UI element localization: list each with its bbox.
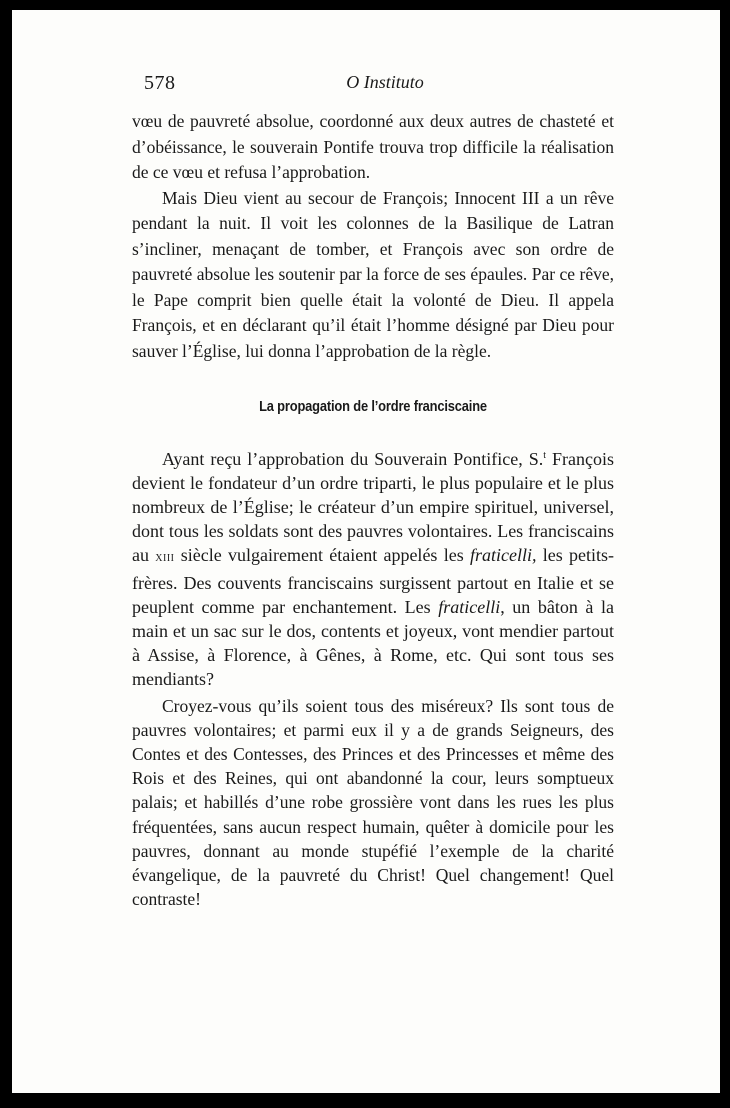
p3-italic-fraticelli-2: fraticelli — [438, 596, 501, 617]
p3-italic-fraticelli-1: fraticelli, — [469, 545, 537, 566]
p3-century: xiii — [155, 550, 175, 566]
body-text — [132, 109, 614, 911]
p3-text-b: François devient le fondateur d’un ordre triparti, le plus populaire et le plus nombreux de l’Église; le créateur d’un empire spirituel, universel, dont tous les soldats sont des pauvres volontaires. Les franciscains au — [132, 448, 614, 566]
p3-text-a: Ayant reçu l’approbation du Souverain Pontifice, S. — [162, 448, 544, 469]
section-heading: La propagation de l’ordre franciscaine — [259, 398, 487, 415]
paragraph-continued: vœu de pauvreté absolue, coordonné aux deux autres de chasteté et d’obéissance, le souverain Pontife trouva trop difficile la réalisation de ce vœu et refusa l’approbation. — [132, 111, 614, 182]
p3-text-d: les petits-frères. Des couvents franciscains surgissent partout en Italie et se peuplent comme par enchantement. Les — [132, 545, 614, 617]
running-title: O Instituto — [346, 72, 424, 92]
paragraph-voluntary-poor: Croyez-vous qu’ils soient tous des miséreux? Ils sont tous de pauvres volontaires; et parmi eux il y a de grands Seigneurs, des Contes et des Contesses, des Princes et des Princesses et même des Rois et des Reines, qui ont abandonné la cour, leurs somptueux palais; et habillés d’une robe grossière vont dans les rues les plus fréquentées, sans aucun respect humain, quêter à domicile pour les pauvres, donnant au monde stupéfié l’exemple de la charité évangelique, de la pauvreté du Christ! Quel changement! Quel contraste! — [132, 695, 614, 910]
page-header — [144, 72, 626, 102]
paragraph-propagation — [132, 444, 614, 692]
page-number: 578 — [144, 72, 176, 94]
p3-text-c: siècle vulgairement étaient appelés les — [174, 545, 470, 566]
paragraph-innocent-dream: Mais Dieu vient au secour de François; Innocent III a un rêve pendant la nuit. Il voit les colonnes de la Basilique de Latran s’incliner, menaçant de tomber, et François avec son ordre de pauvreté absolue les soutenir par la force de ses épaules. Par ce rêve, le Pape comprit bien quelle était la volonté de Dieu. Il appela François, et en déclarant qu’il était l’homme désigné par Dieu pour sauver l’Église, lui donna l’approbation de la règle. — [132, 187, 614, 361]
p3-text-e: , un bâton à la main et un sac sur le dos, contents et joyeux, vont mendier partout à Assise, à Florence, à Gênes, à Rome, etc. Qui sont tous ses mendiants? — [132, 596, 614, 690]
p3-superscript: t — [543, 449, 547, 461]
